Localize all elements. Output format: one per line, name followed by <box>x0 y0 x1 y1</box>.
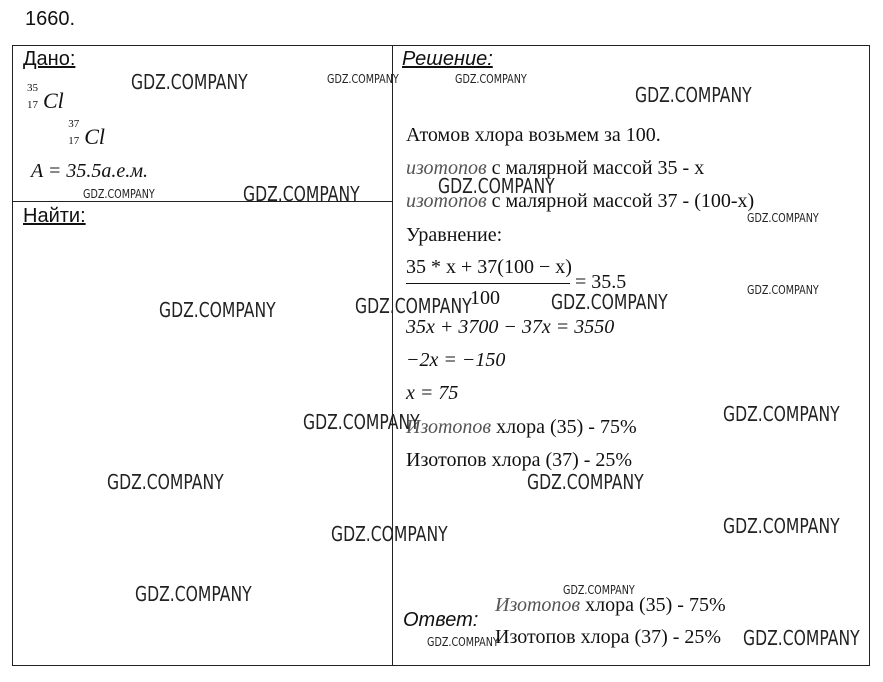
isotope-atomic-number: 17 <box>27 99 38 111</box>
find-header: Найти: <box>23 205 86 227</box>
equation-step-3: x = 75 <box>406 382 459 404</box>
watermark: GDZ.COMPANY <box>527 470 644 494</box>
watermark: GDZ.COMPANY <box>427 635 499 649</box>
watermark: GDZ.COMPANY <box>563 583 635 597</box>
watermark: GDZ.COMPANY <box>135 582 252 606</box>
problem-number: 1660. <box>25 8 76 30</box>
watermark: GDZ.COMPANY <box>723 402 840 426</box>
line-text: с малярной массой 37 - (100-x) <box>486 190 755 212</box>
solution-header: Решение: <box>402 48 493 70</box>
watermark: GDZ.COMPANY <box>747 283 819 297</box>
answer-line-1 <box>495 594 726 617</box>
watermark: GDZ.COMPANY <box>635 83 752 107</box>
fraction-bar <box>406 283 570 284</box>
watermark: GDZ.COMPANY <box>107 470 224 494</box>
watermark: GDZ.COMPANY <box>723 514 840 538</box>
watermark: GDZ.COMPANY <box>327 72 399 86</box>
watermark: GDZ.COMPANY <box>243 182 360 206</box>
isotope-atomic-number: 17 <box>68 135 80 147</box>
line-text: с малярной массой 35 - x <box>486 157 705 179</box>
watermark: GDZ.COMPANY <box>303 410 420 434</box>
italic-word: изотопов <box>406 190 487 212</box>
answer-header: Ответ: <box>403 609 479 631</box>
line-text: хлора (35) - 75% <box>491 416 637 438</box>
isotope-cl-35 <box>27 82 64 114</box>
watermark: GDZ.COMPANY <box>83 187 155 201</box>
isotope-mass-number: 35 <box>27 82 38 94</box>
column-divider <box>392 45 393 666</box>
answer-line-2: Изотопов хлора (37) - 25% <box>495 626 722 648</box>
watermark: GDZ.COMPANY <box>747 211 819 225</box>
watermark: GDZ.COMPANY <box>131 70 248 94</box>
italic-word: изотопов <box>406 157 487 179</box>
equation-step-2: −2x = −150 <box>406 349 506 371</box>
watermark: GDZ.COMPANY <box>551 290 668 314</box>
given-header: Дано: <box>23 48 76 70</box>
solution-equation-label: Уравнение: <box>406 224 503 246</box>
given-relative-mass: A = 35.5а.е.м. <box>31 160 148 182</box>
solution-line-1: Атомов хлора возьмем за 100. <box>406 124 661 146</box>
equation-step-1: 35x + 3700 − 37x = 3550 <box>406 316 615 338</box>
watermark: GDZ.COMPANY <box>455 72 527 86</box>
isotope-symbol: Cl <box>84 124 106 149</box>
fraction-denominator: 100 <box>470 287 500 309</box>
watermark: GDZ.COMPANY <box>355 294 472 318</box>
result-line-1 <box>406 416 637 439</box>
italic-word: Изотопов <box>406 416 492 438</box>
fraction-result: = 35.5 <box>575 271 627 293</box>
watermark: GDZ.COMPANY <box>743 626 860 650</box>
isotope-mass-number: 37 <box>68 118 80 130</box>
isotope-cl-37 <box>68 118 106 150</box>
italic-word: Изотопов <box>495 594 581 616</box>
result-line-2: Изотопов хлора (37) - 25% <box>406 449 633 471</box>
watermark: GDZ.COMPANY <box>331 522 448 546</box>
isotope-symbol: Cl <box>43 88 64 113</box>
fraction-numerator: 35 * x + 37(100 − x) <box>406 256 572 278</box>
line-text: хлора (35) - 75% <box>580 594 726 616</box>
watermark: GDZ.COMPANY <box>159 298 276 322</box>
watermark: GDZ.COMPANY <box>438 174 555 198</box>
